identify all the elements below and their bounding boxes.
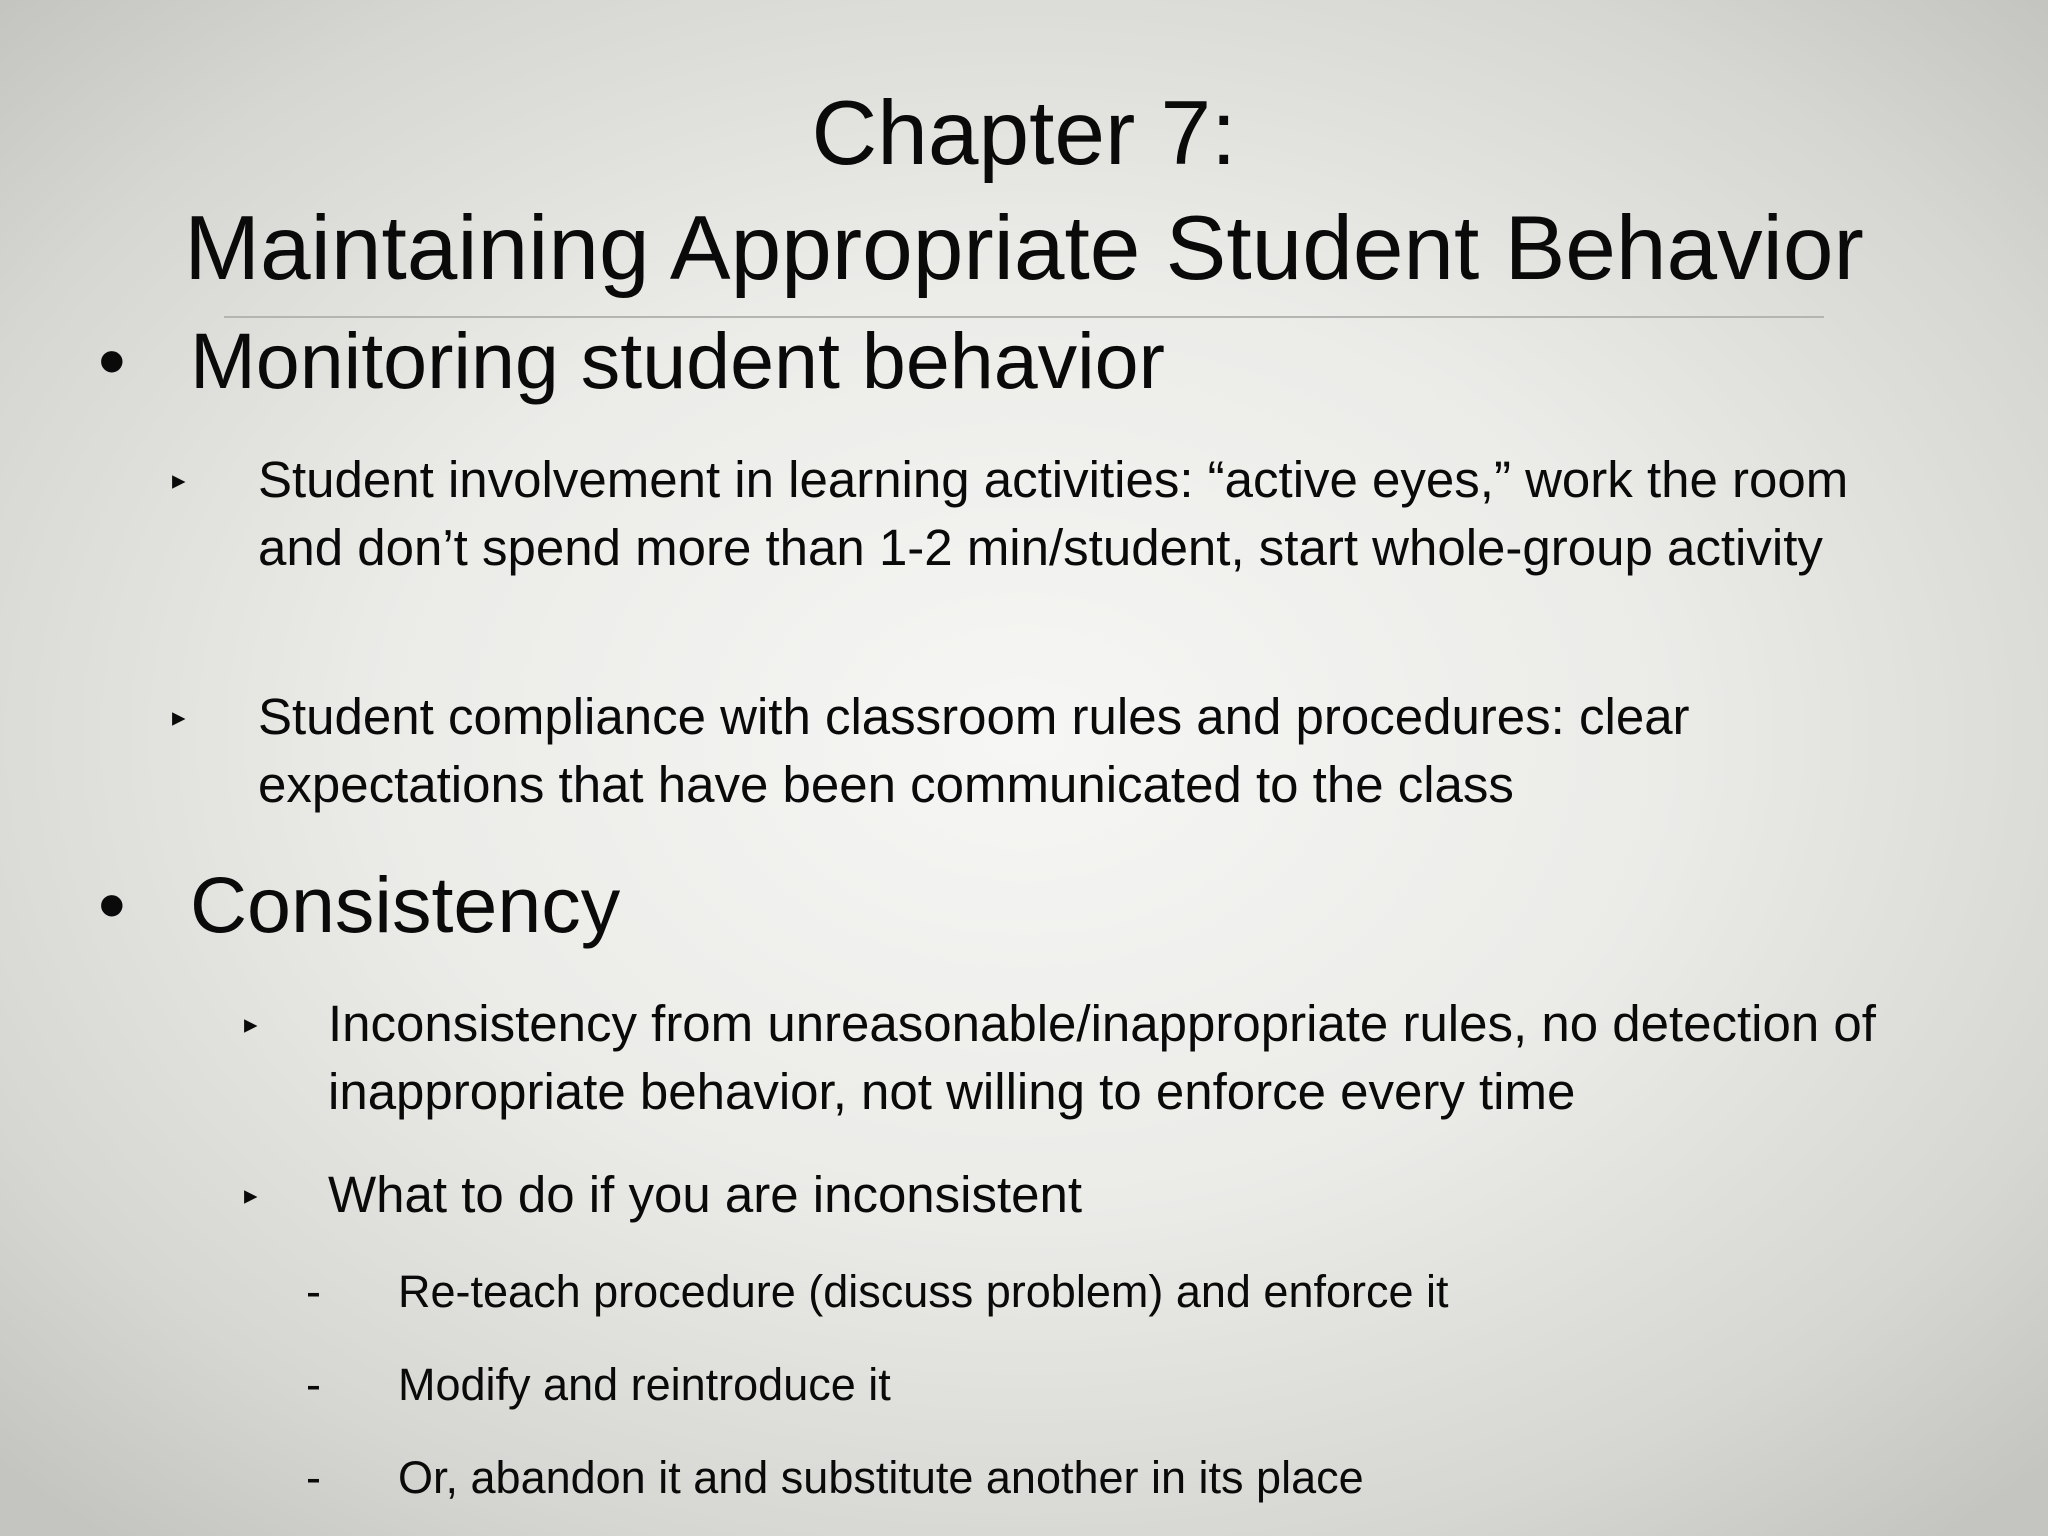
triangle-bullet-icon: ▸ xyxy=(244,1009,258,1039)
sub-bullet-text: Student involvement in learning activities: “active eyes,” work the room and don’t spend more than 1-2 min/student, start whole-group activity xyxy=(258,451,1849,576)
triangle-bullet-icon: ▸ xyxy=(172,465,186,495)
sub-bullet-text: What to do if you are inconsistent xyxy=(328,1166,1083,1223)
section-heading: Monitoring student behavior xyxy=(190,316,1165,405)
bullet-dot-icon: • xyxy=(98,316,126,405)
sub-bullet-text: Inconsistency from unreasonable/inappropriate rules, no detection of inappropriate behavior, not willing to enforce every time xyxy=(328,995,1876,1120)
sub-sub-bullet-text: Re-teach procedure (discuss problem) and enforce it xyxy=(398,1266,1449,1317)
slide-title xyxy=(0,76,2048,306)
section-heading: Consistency xyxy=(190,860,621,949)
slide-title-line-1: Chapter 7: xyxy=(811,83,1237,184)
triangle-bullet-icon: ▸ xyxy=(244,1180,258,1210)
dash-bullet-icon: - xyxy=(306,1359,321,1410)
dash-bullet-icon: - xyxy=(306,1266,321,1317)
slide-title-line-2: Maintaining Appropriate Student Behavior xyxy=(184,198,1864,299)
sub-sub-bullet-text: Or, abandon it and substitute another in its place xyxy=(398,1452,1364,1503)
triangle-bullet-icon: ▸ xyxy=(172,702,186,732)
bullet-dot-icon: • xyxy=(98,860,126,949)
dash-bullet-icon: - xyxy=(306,1452,321,1503)
sub-bullet-text: Student compliance with classroom rules and procedures: clear expectations that have been communicated to the class xyxy=(258,688,1690,813)
sub-sub-bullet-text: Modify and reintroduce it xyxy=(398,1359,891,1410)
